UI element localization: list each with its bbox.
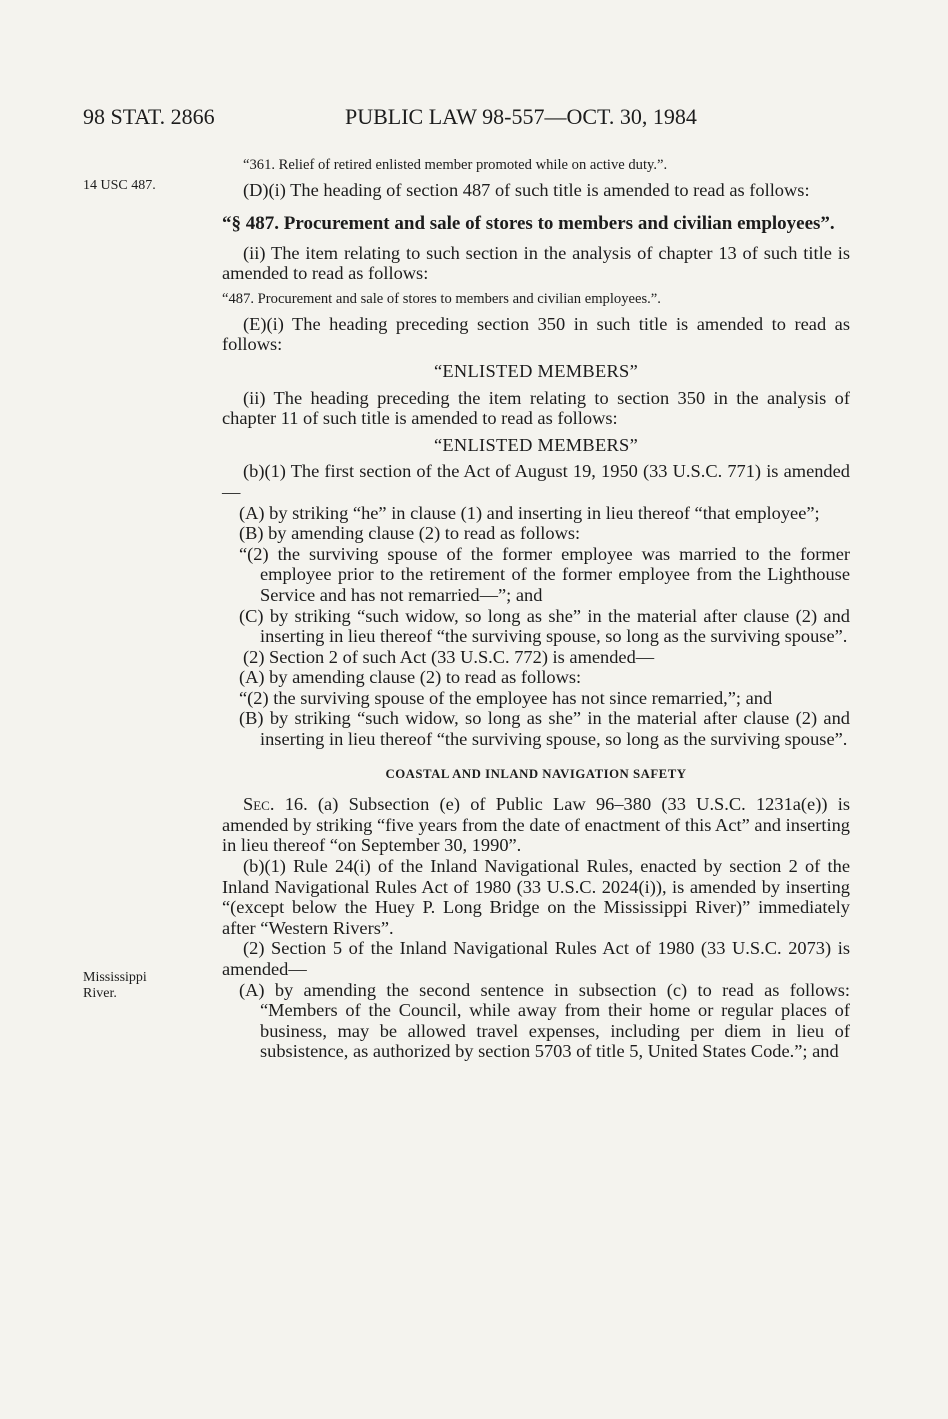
section-heading: “§ 487. Procurement and sale of stores to members and civilian employees”.: [222, 212, 835, 234]
paragraph: (b)(1) Rule 24(i) of the Inland Navigational Rules, enacted by section 2 of the Inland Navigational Rules Act of 1980 (33 U.S.C. 2024(i)), is amended by inserting “(except below the Huey P. Long Bridge on the Mississippi River)” immediately after “Western Rivers”.: [222, 856, 850, 938]
margin-note-line: Mississippi: [83, 970, 147, 985]
paragraph: (E)(i) The heading preceding section 350 in such title is amended to read as follows:: [222, 313, 850, 355]
paragraph: (2) Section 2 of such Act (33 U.S.C. 772) is amended—: [243, 646, 655, 667]
paragraph: (A) by striking “he” in clause (1) and inserting in lieu thereof “that employee”;: [239, 502, 820, 523]
paragraph: [222, 794, 850, 856]
paragraph-text: 16. (a) Subsection (e) of Public Law 96–380 (33 U.S.C. 1231a(e)) is amended by striking “five years from the date of enactment of this Act” and inserting in lieu thereof “on September 30, 1990”.: [222, 794, 850, 856]
margin-note-mississippi: [83, 970, 147, 1002]
paragraph: (ii) The heading preceding the item relating to section 350 in the analysis of chapter 11 of such title is amended to read as follows:: [222, 387, 850, 429]
paragraph: “(2) the surviving spouse of the employee has not since remarried,”; and: [239, 687, 773, 708]
section-title: COASTAL AND INLAND NAVIGATION SAFETY: [385, 766, 687, 781]
margin-note-usc: 14 USC 487.: [83, 178, 156, 193]
paragraph: (C) by striking “such widow, so long as she” in the material after clause (2) and inserting in lieu thereof “the surviving spouse, so long as the surviving spouse”.: [239, 605, 850, 647]
section-label: Sec.: [243, 794, 275, 815]
paragraph: (2) Section 5 of the Inland Navigational Rules Act of 1980 (33 U.S.C. 2073) is amended—: [222, 938, 850, 979]
paragraph: (ii) The item relating to such section in the analysis of chapter 13 of such title is amended to read as follows:: [222, 242, 850, 284]
paragraph: (A) by amending clause (2) to read as follows:: [239, 667, 582, 688]
centered-heading: “ENLISTED MEMBERS”: [433, 360, 639, 381]
paragraph: “487. Procurement and sale of stores to members and civilian employees.”.: [222, 290, 661, 307]
paragraph: (B) by amending clause (2) to read as follows:: [239, 523, 581, 544]
paragraph: (b)(1) The first section of the Act of August 19, 1950 (33 U.S.C. 771) is amended—: [222, 461, 850, 502]
paragraph: (A) by amending the second sentence in subsection (c) to read as follows: “Members of the Council, while away from their home or regular places of business, may be allowed travel expenses, including per diem in lieu of subsistence, as authorized by section 5703 of title 5, United States Code.”; and: [239, 979, 850, 1062]
stat-page-number: 98 STAT. 2866: [83, 104, 215, 129]
paragraph: “(2) the surviving spouse of the former employee was married to the former employee prior to the retirement of the former employee from the Lighthouse Service and has not remarried—”; and: [239, 543, 850, 605]
law-title: PUBLIC LAW 98-557—OCT. 30, 1984: [345, 104, 697, 129]
margin-note-line: River.: [83, 986, 117, 1001]
paragraph: (B) by striking “such widow, so long as she” in the material after clause (2) and inserting in lieu thereof “the surviving spouse, so long as the surviving spouse”.: [239, 708, 850, 750]
paragraph: (D)(i) The heading of section 487 of such title is amended to read as follows:: [243, 180, 810, 200]
paragraph: “361. Relief of retired enlisted member promoted while on active duty.”.: [243, 157, 668, 173]
centered-heading: “ENLISTED MEMBERS”: [433, 434, 639, 455]
body-text: [222, 150, 850, 1062]
